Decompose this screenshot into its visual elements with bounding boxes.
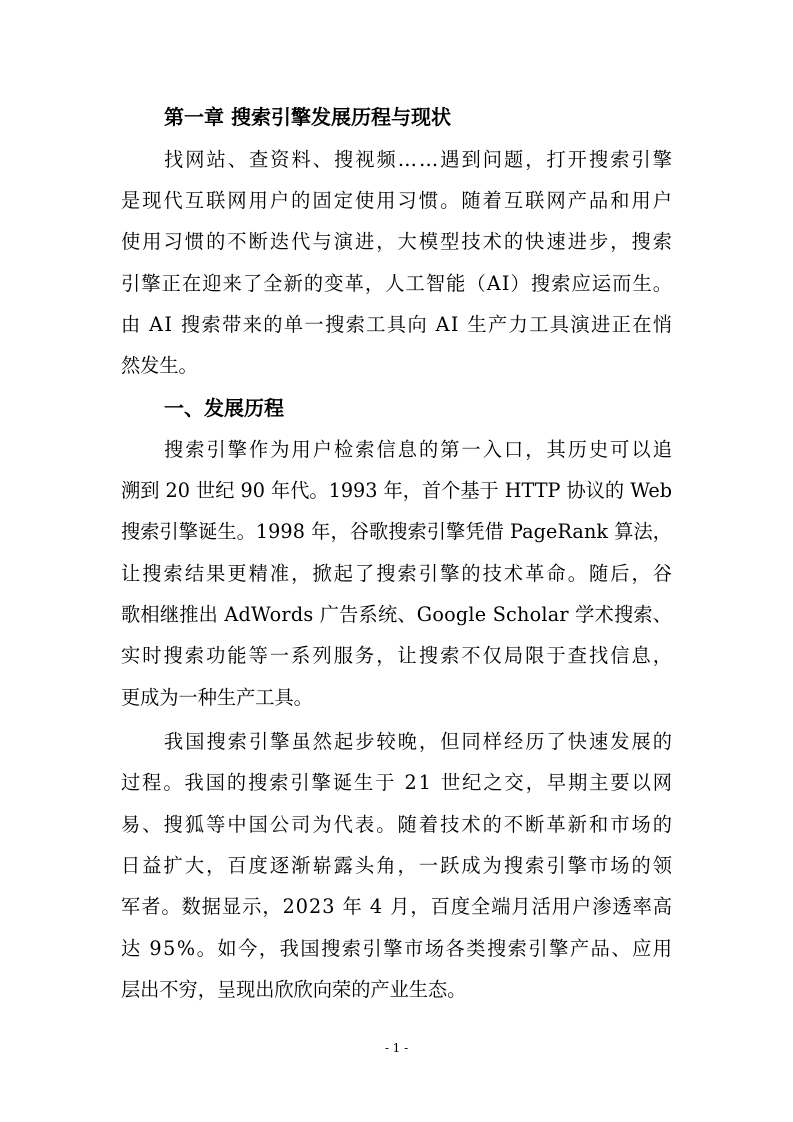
paragraph-line: 溯到 20 世纪 90 年代。1993 年，首个基于 HTTP 协议的 Web	[121, 479, 673, 502]
intro-line: 是现代互联网用户的固定使用习惯。随着互联网产品和用户	[121, 189, 675, 212]
intro-line: 然发生。	[121, 354, 198, 377]
paragraph-line: 过程。我国的搜索引擎诞生于 21 世纪之交，早期主要以网	[121, 771, 674, 794]
paragraph-line: 易、搜狐等中国公司为代表。随着技术的不断革新和市场的	[121, 813, 675, 836]
paragraph-line: 日益扩大，百度逐渐崭露头角，一跃成为搜索引擎市场的领	[121, 854, 675, 877]
paragraph-line: 达 95%。如今，我国搜索引擎市场各类搜索引擎产品、应用	[121, 937, 674, 960]
paragraph-line: 搜索引擎作为用户检索信息的第一入口，其历史可以追	[164, 438, 675, 461]
intro-line: 由 AI 搜索带来的单一搜索工具向 AI 生产力工具演进正在悄	[121, 313, 674, 336]
paragraph-line: 让搜索结果更精准，掀起了搜索引擎的技术革命。随后，谷	[121, 562, 675, 585]
paragraph-line: 我国搜索引擎虽然起步较晚，但同样经历了快速发展的	[164, 730, 675, 753]
page-number: - 1 -	[384, 1041, 409, 1055]
intro-line: 使用习惯的不断迭代与演进，大模型技术的快速进步，搜索	[121, 230, 675, 253]
paragraph-line: 军者。数据显示，2023 年 4 月，百度全端月活用户渗透率高	[121, 895, 674, 918]
paragraph-line: 更成为一种生产工具。	[121, 686, 313, 709]
paragraph-line: 搜索引擎诞生。1998 年，谷歌搜索引擎凭借 PageRank 算法，	[121, 520, 673, 543]
section-title: 一、发展历程	[164, 396, 284, 420]
paragraph-line: 层出不穷，呈现出欣欣向荣的产业生态。	[121, 978, 467, 1001]
intro-line: 引擎正在迎来了全新的变革，人工智能（AI）搜索应运而生。	[121, 272, 674, 295]
paragraph-line: 实时搜索功能等一系列服务，让搜索不仅局限于查找信息，	[121, 644, 675, 667]
intro-line: 找网站、查资料、搜视频……遇到问题，打开搜索引擎	[164, 148, 675, 171]
paragraph-line: 歌相继推出 AdWords 广告系统、Google Scholar 学术搜索、	[121, 603, 673, 626]
chapter-title: 第一章 搜索引擎发展历程与现状	[164, 105, 451, 129]
